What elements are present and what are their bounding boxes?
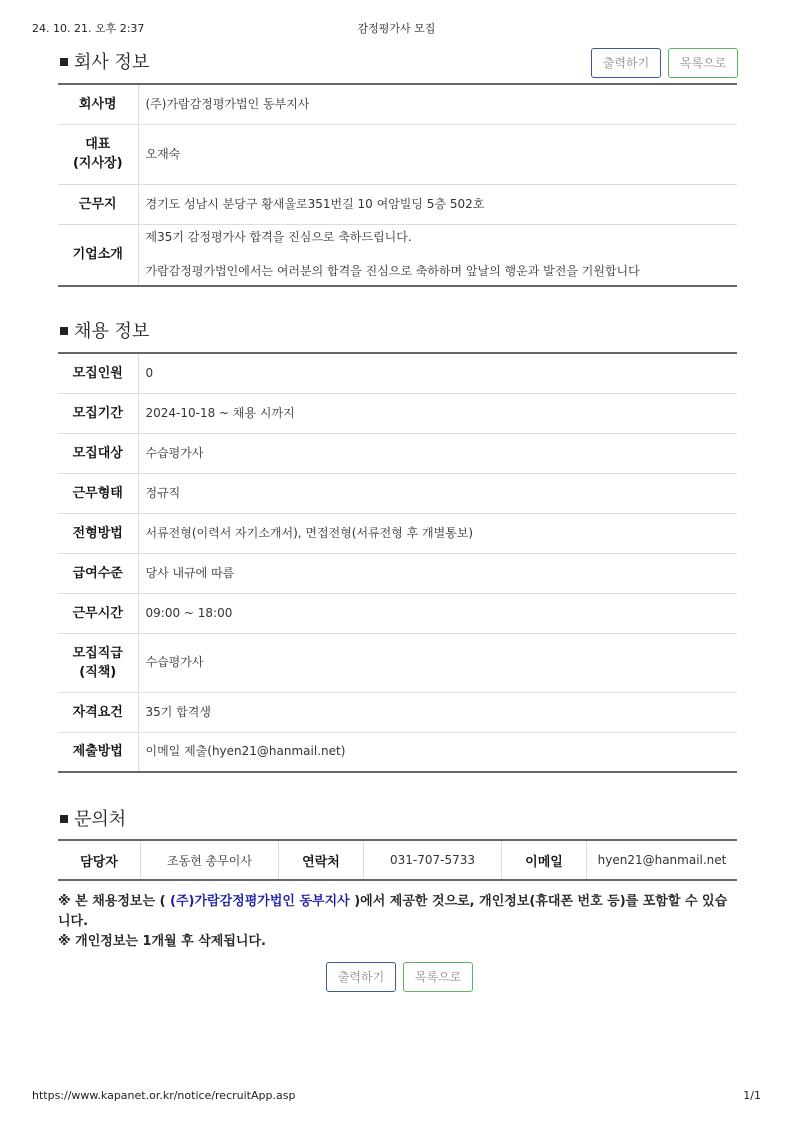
recruit-section-title: 채용 정보	[60, 317, 149, 343]
notice-text	[58, 892, 738, 952]
grade-label: 모집직급 (직책)	[58, 633, 138, 692]
company-info-table	[58, 83, 737, 287]
method-value: 서류전형(이력서 자기소개서), 면접전형(서류전형 후 개별통보)	[138, 513, 737, 553]
headcount-label: 모집인원	[58, 353, 138, 393]
contact-section-title: 문의처	[60, 805, 126, 831]
contact-phone-label: 연락처	[279, 840, 364, 880]
submit-value: 이메일 제출(hyen21@hanmail.net)	[138, 732, 737, 772]
recruit-info-table	[58, 352, 737, 773]
print-page-number: 1/1	[743, 1089, 761, 1102]
recruit-qual-row	[58, 692, 737, 732]
type-value: 정규직	[138, 473, 737, 513]
headcount-value: 0	[138, 353, 737, 393]
recruit-type-row	[58, 473, 737, 513]
contact-email-label: 이메일	[502, 840, 587, 880]
company-intro-value	[138, 224, 737, 286]
list-button-top[interactable]: 목록으로	[668, 48, 738, 78]
print-datetime: 24. 10. 21. 오후 2:37	[32, 22, 145, 35]
notice-line-2: ※ 개인정보는 1개월 후 삭제됩니다.	[58, 934, 266, 949]
contact-email-value: hyen21@hanmail.net	[597, 853, 727, 867]
company-ceo-label: 대표 (지사장)	[58, 124, 138, 184]
intro-line-1: 제35기 감정평가사 합격을 진심으로 축하드립니다.	[145, 230, 412, 245]
recruit-period-row	[58, 393, 737, 433]
company-name-value: (주)가람감정평가법인 동부지사	[138, 84, 737, 124]
method-label: 전형방법	[58, 513, 138, 553]
recruit-target-row	[58, 433, 737, 473]
list-button-bottom[interactable]: 목록으로	[403, 962, 473, 992]
print-url: https://www.kapanet.or.kr/notice/recruitApp.asp	[32, 1089, 296, 1102]
print-header	[32, 20, 761, 36]
company-location-label: 근무지	[58, 184, 138, 224]
company-ceo-row	[58, 124, 737, 184]
top-buttons	[591, 48, 738, 78]
submit-label: 제출방법	[58, 732, 138, 772]
square-bullet-icon	[60, 327, 68, 335]
print-page-title: 감정평가사 모집	[357, 22, 436, 35]
notice-line-1: ※ 본 채용정보는 ( (주)가람감정평가법인 동부지사 )에서 제공한 것으로, 개인정보(휴대폰 번호 등)를 포함할 수 있습니다.	[58, 894, 728, 929]
company-name-label: 회사명	[58, 84, 138, 124]
square-bullet-icon	[60, 815, 68, 823]
grade-value: 수습평가사	[138, 633, 737, 692]
recruit-salary-row	[58, 553, 737, 593]
contact-person-value: 조동현 총무이사	[141, 840, 279, 880]
period-label: 모집기간	[58, 393, 138, 433]
contact-table	[58, 839, 737, 881]
intro-line-2: 가람감정평가법인에서는 여러분의 합격을 진심으로 축하하며 앞날의 행운과 발전을 기원합니다	[145, 264, 640, 279]
company-section-title: 회사 정보	[60, 48, 149, 74]
recruit-submit-row	[58, 732, 737, 772]
company-location-row	[58, 184, 737, 224]
target-label: 모집대상	[58, 433, 138, 473]
company-ceo-value: 오재숙	[138, 124, 737, 184]
recruit-grade-row	[58, 633, 737, 692]
qual-value: 35기 합격생	[138, 692, 737, 732]
company-intro-label: 기업소개	[58, 224, 138, 286]
qual-label: 자격요건	[58, 692, 138, 732]
hours-value: 09:00 ~ 18:00	[138, 593, 737, 633]
square-bullet-icon	[60, 58, 68, 66]
target-value: 수습평가사	[138, 433, 737, 473]
print-button-top[interactable]: 출력하기	[591, 48, 661, 78]
recruit-method-row	[58, 513, 737, 553]
company-location-value: 경기도 성남시 분당구 황새울로351번길 10 여암빌딩 5층 502호	[138, 184, 737, 224]
salary-value: 당사 내규에 따름	[138, 553, 737, 593]
company-intro-row	[58, 224, 737, 286]
company-name-row	[58, 84, 737, 124]
contact-row	[58, 840, 737, 880]
print-button-bottom[interactable]: 출력하기	[326, 962, 396, 992]
hours-label: 근무시간	[58, 593, 138, 633]
contact-person-label: 담당자	[58, 840, 141, 880]
type-label: 근무형태	[58, 473, 138, 513]
notice-company-name: (주)가람감정평가법인 동부지사	[170, 894, 350, 909]
bottom-buttons	[326, 962, 473, 992]
period-value: 2024-10-18 ~ 채용 시까지	[138, 393, 737, 433]
print-footer	[32, 1089, 761, 1105]
recruit-headcount-row	[58, 353, 737, 393]
salary-label: 급여수준	[58, 553, 138, 593]
recruit-hours-row	[58, 593, 737, 633]
contact-phone-value: 031-707-5733	[364, 840, 502, 880]
